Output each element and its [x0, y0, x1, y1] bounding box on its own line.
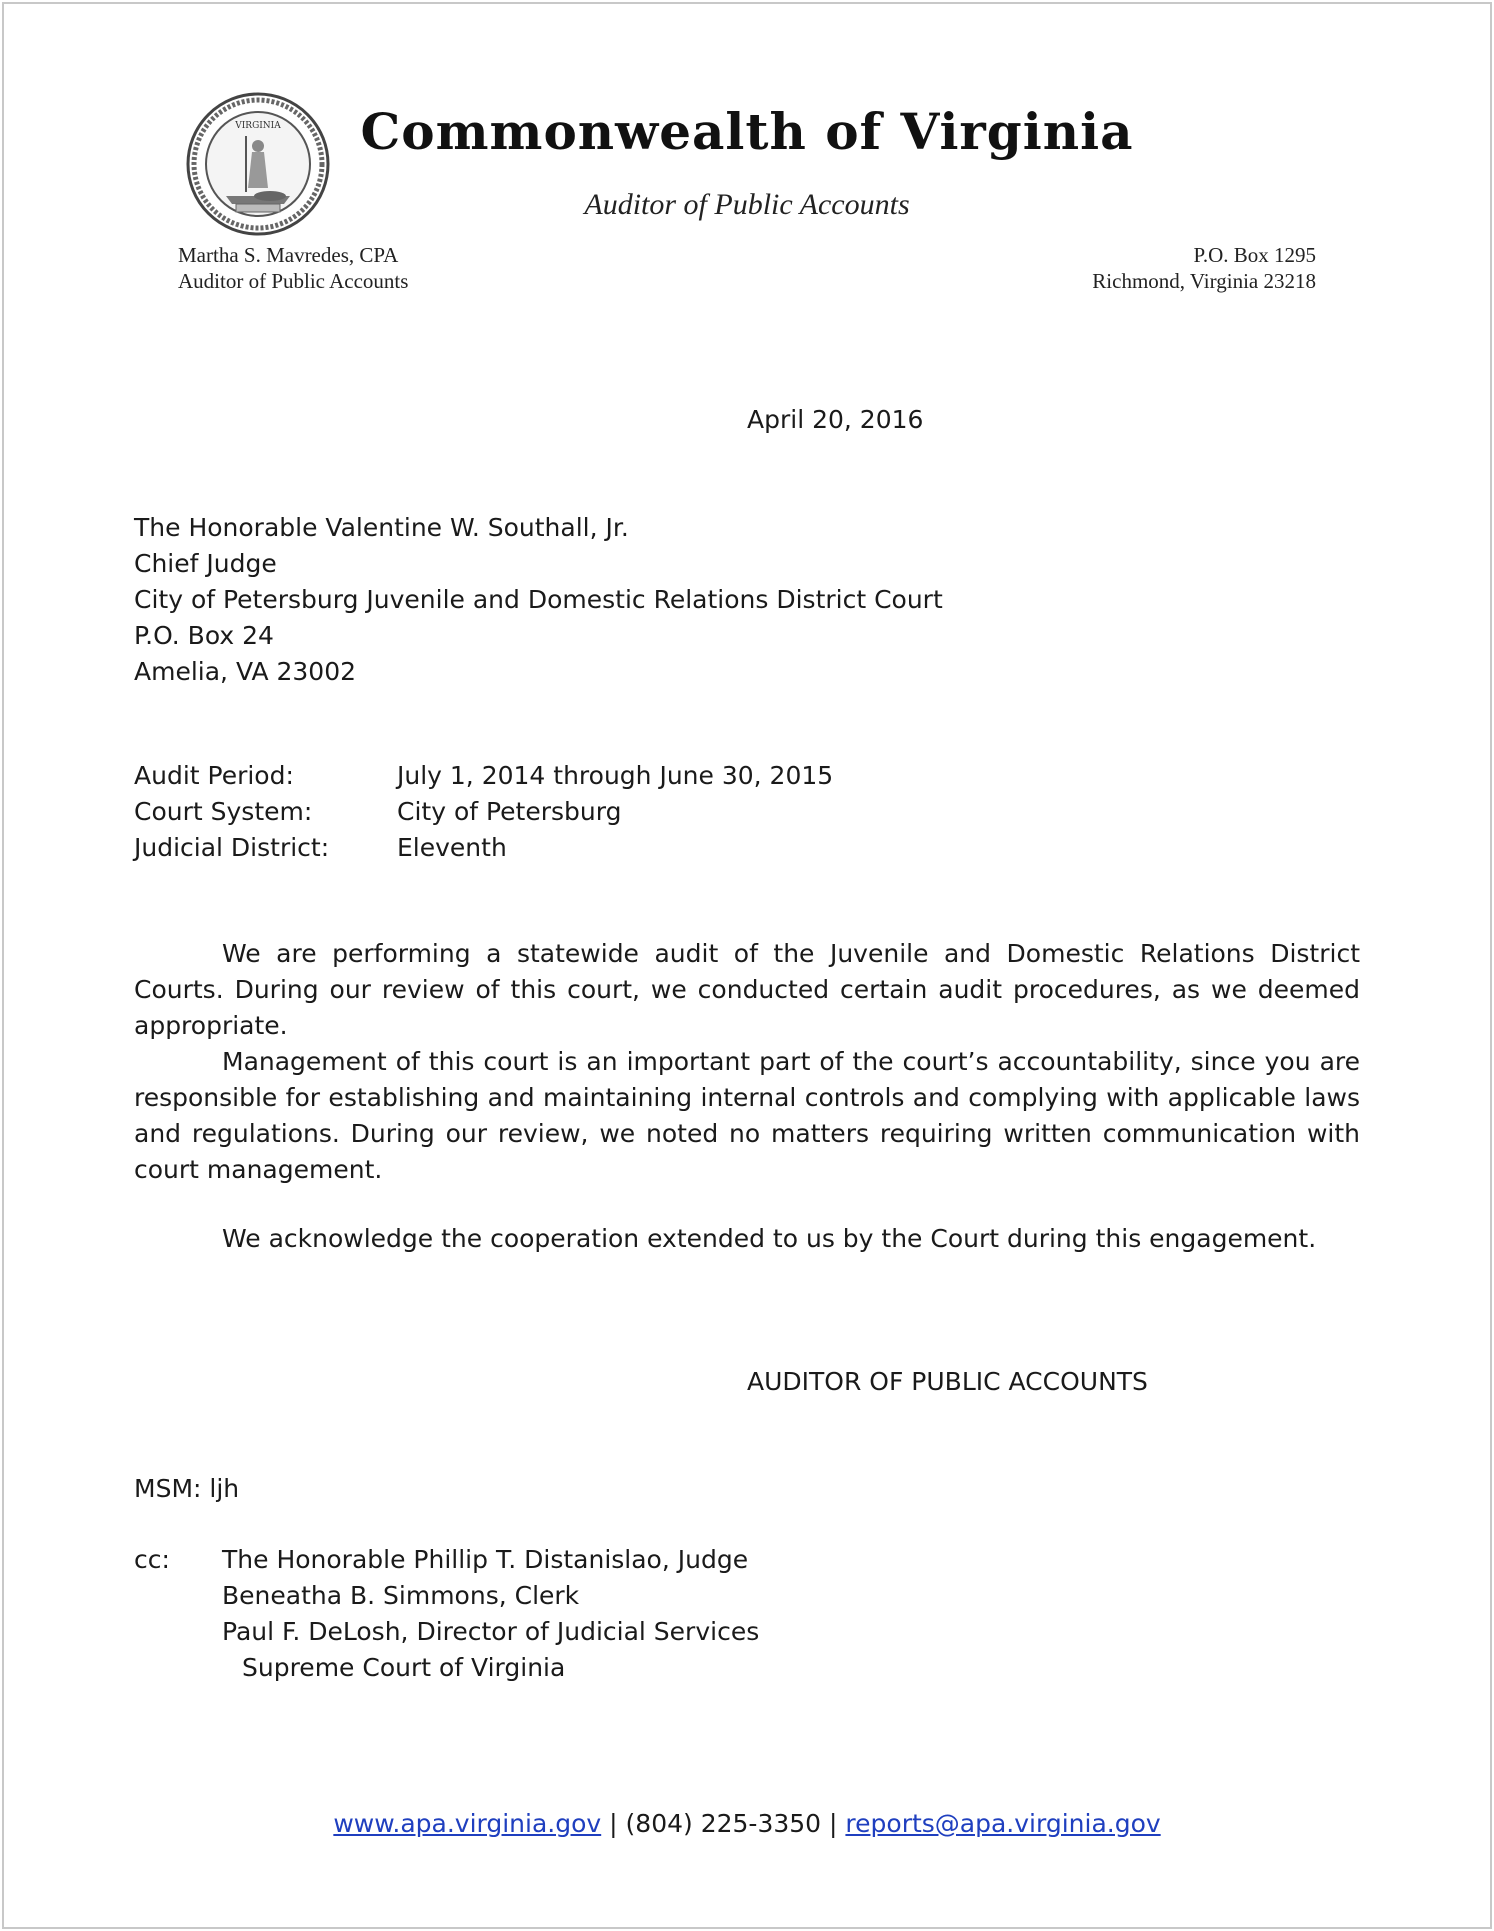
recipient-title: Chief Judge: [134, 549, 277, 578]
audit-period-label: Audit Period:: [134, 761, 294, 790]
recipient-name: The Honorable Valentine W. Southall, Jr.: [134, 513, 629, 542]
website-link[interactable]: www.apa.virginia.gov: [333, 1809, 602, 1838]
footer-separator-2: |: [829, 1809, 838, 1838]
cc-line-3: Paul F. DeLosh, Director of Judicial Services: [222, 1617, 760, 1646]
recipient-city: Amelia, VA 23002: [134, 657, 357, 686]
paragraph-3: We acknowledge the cooperation extended to us by the Court during this engagement.: [222, 1224, 1317, 1253]
cc-line-4: Supreme Court of Virginia: [242, 1653, 566, 1682]
auditor-title: Auditor of Public Accounts: [178, 269, 409, 293]
cc-line-2: Beneatha B. Simmons, Clerk: [222, 1581, 580, 1610]
footer: [0, 1806, 1494, 1842]
footer-separator-1: |: [609, 1809, 618, 1838]
cc-label: cc:: [134, 1545, 170, 1574]
signature-block: AUDITOR OF PUBLIC ACCOUNTS: [747, 1367, 1148, 1396]
typist-initials: MSM: ljh: [134, 1474, 240, 1503]
judicial-district-label: Judicial District:: [134, 833, 330, 862]
recipient-po-box: P.O. Box 24: [134, 621, 274, 650]
judicial-district-value: Eleventh: [397, 833, 507, 862]
letterhead-po-box: P.O. Box 1295: [1193, 243, 1316, 267]
email-link[interactable]: reports@apa.virginia.gov: [845, 1809, 1161, 1838]
paragraph-1: We are performing a statewide audit of the Juvenile and Domestic Relations District Courts. During our review of this court, we conducted certain audit procedures, as we deemed appropriate.: [134, 939, 1360, 1040]
auditor-name: Martha S. Mavredes, CPA: [178, 243, 399, 267]
recipient-court: City of Petersburg Juvenile and Domestic Relations District Court: [134, 585, 943, 614]
svg-text:VIRGINIA: VIRGINIA: [235, 121, 281, 131]
audit-period-value: July 1, 2014 through June 30, 2015: [397, 761, 834, 790]
letter-date: April 20, 2016: [747, 405, 924, 434]
court-system-value: City of Petersburg: [397, 797, 622, 826]
letterhead-title: Commonwealth of Virginia: [360, 102, 1134, 161]
court-system-label: Court System:: [134, 797, 313, 826]
letterhead-subtitle: Auditor of Public Accounts: [584, 188, 910, 221]
paragraph-2: Management of this court is an important part of the court’s accountability, since you are responsible for establishing and maintaining internal controls and complying with applicable laws and regulations. During our review, we noted no matters requiring written communication with court management.: [134, 1047, 1360, 1184]
footer-phone: (804) 225-3350: [625, 1809, 822, 1838]
cc-line-1: The Honorable Phillip T. Distanislao, Judge: [222, 1545, 749, 1574]
letterhead-city: Richmond, Virginia 23218: [1092, 269, 1316, 293]
